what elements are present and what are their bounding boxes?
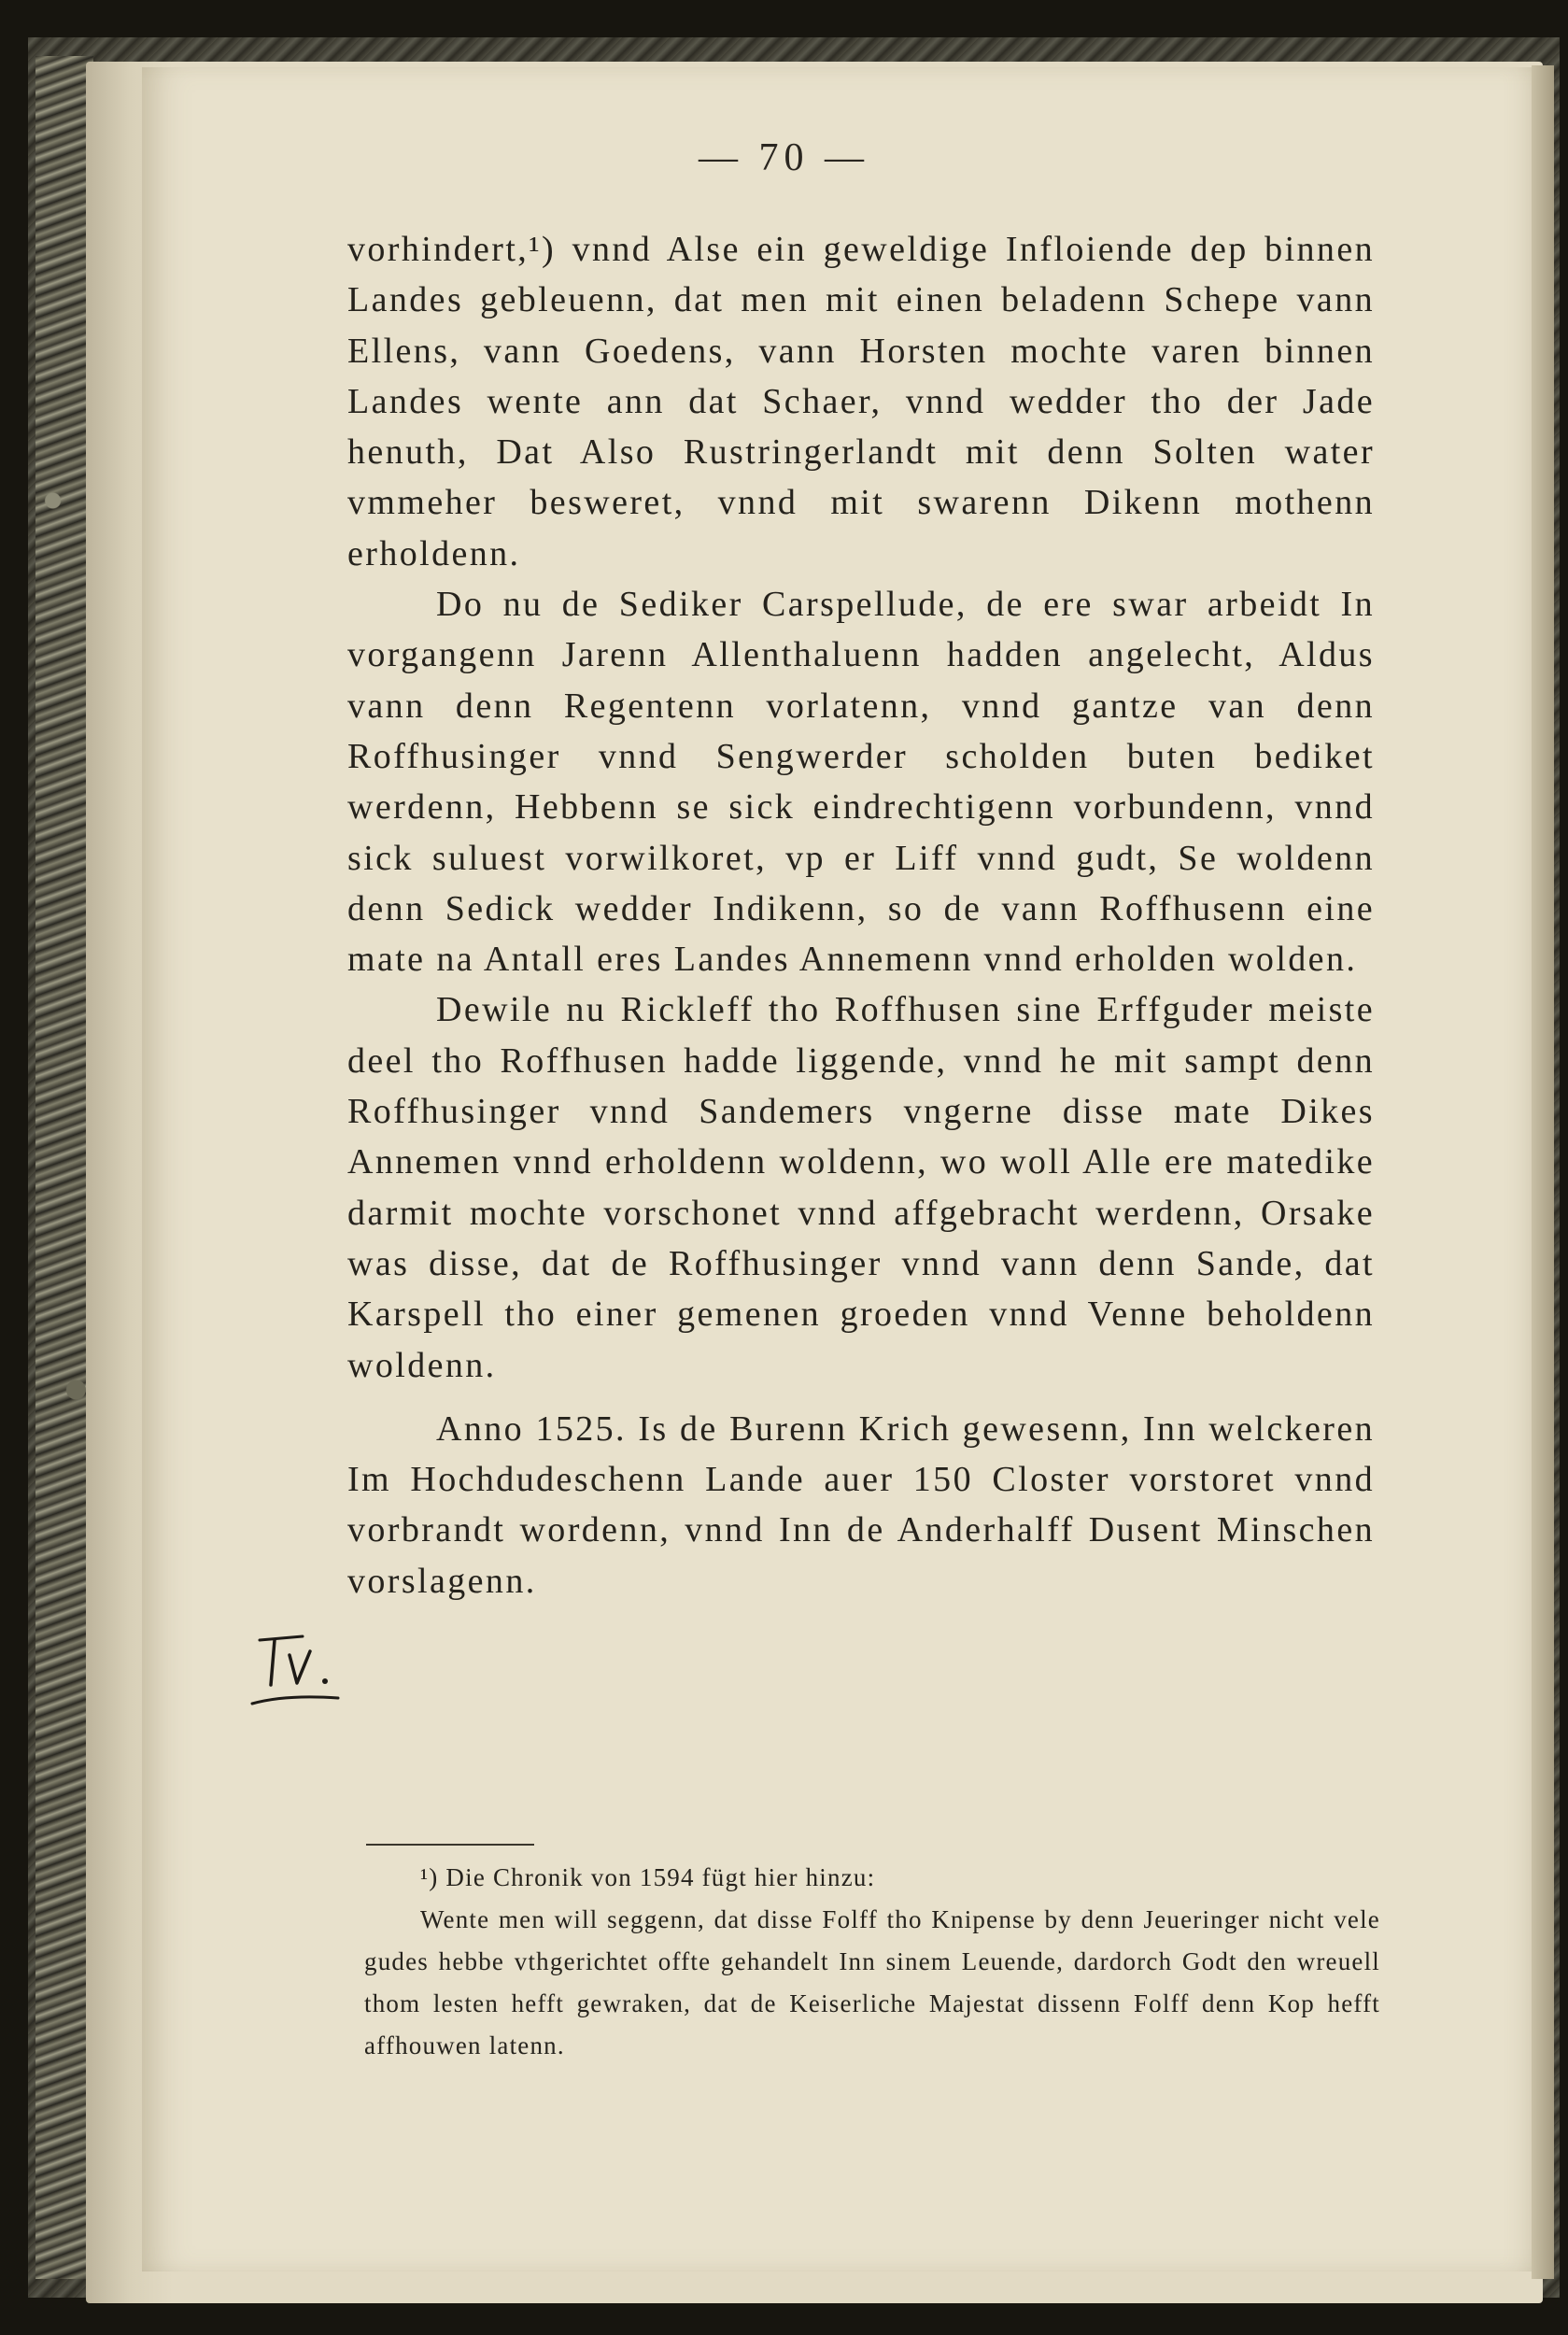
footnote-text: Wente men will seggenn, dat disse Folff tho Knipense by denn Jeueringer nicht vele gudes hebbe vthgerichtet offte gehandelt Inn sinem Leuende, dardorch Godt den wreuell thom lesten hefft gewraken, dat de Keiserliche Majestat dissenn Folff denn Kop hefft affhouwen latenn.: [364, 1905, 1380, 2059]
footnote: [364, 1857, 1380, 2067]
handwritten-margin-note: [248, 1627, 351, 1711]
marbled-edge: [35, 56, 93, 2279]
paragraph: Anno 1525. Is de Burenn Krich gewesenn, Inn welckeren Im Hochdudeschenn Lande auer 150 Closter vorstoret vnnd vorbrandt wordenn, vnnd Inn de Anderhalff Dusent Minschen vorslagenn.: [347, 1408, 1375, 1601]
footnote-lead: ¹) Die Chronik von 1594 fügt hier hinzu:: [420, 1863, 876, 1891]
paragraph: Dewile nu Rickleff tho Roffhusen sine Erffguder meiste deel tho Roffhusen hadde liggende, vnnd he mit sampt denn Roffhusinger vnnd Sandemers vngerne disse mate Dikes Annemen vnnd erholdenn woldenn, wo woll Alle ere matedike darmit mochte vorschonet vnnd affgebracht werdenn, Orsake was disse, dat de Roffhusinger vnnd vann denn Sande, dat Karspell tho einer gemenen groeden vnnd Venne beholdenn woldenn.: [347, 990, 1375, 1385]
main-text: [347, 224, 1375, 1606]
paragraph: vorhindert,¹) vnnd Alse ein geweldige Infloiende dep binnen Landes gebleuenn, dat men mit einen beladenn Schepe vann Ellens, vann Goedens, vann Horsten mochte varen binnen Landes wente ann dat Schaer, vnnd wedder tho der Jade henuth, Dat Also Rustringerlandt mit denn Solten water vmmeher besweret, vnnd mit swarenn Dikenn mothenn erholdenn.: [347, 230, 1375, 573]
page-number: — 70 —: [699, 136, 869, 179]
paragraph: Do nu de Sediker Carspellude, de ere swar arbeidt In vorgangenn Jarenn Allenthaluenn hadden angelecht, Aldus vann denn Regentenn vorlatenn, vnnd gantze van denn Roffhusinger vnnd Sengwerder scholden buten bediket werdenn, Hebbenn se sick eindrechtigenn vorbundenn, vnnd sick suluest vorwilkoret, vp er Liff vnnd gudt, Se woldenn denn Sedick wedder Indikenn, so de vann Roffhusenn eine mate na Antall eres Landes Annemenn vnnd erholden wolden.: [347, 585, 1375, 980]
page-right-edge: [1532, 65, 1554, 2279]
footnote-divider: [366, 1844, 534, 1846]
